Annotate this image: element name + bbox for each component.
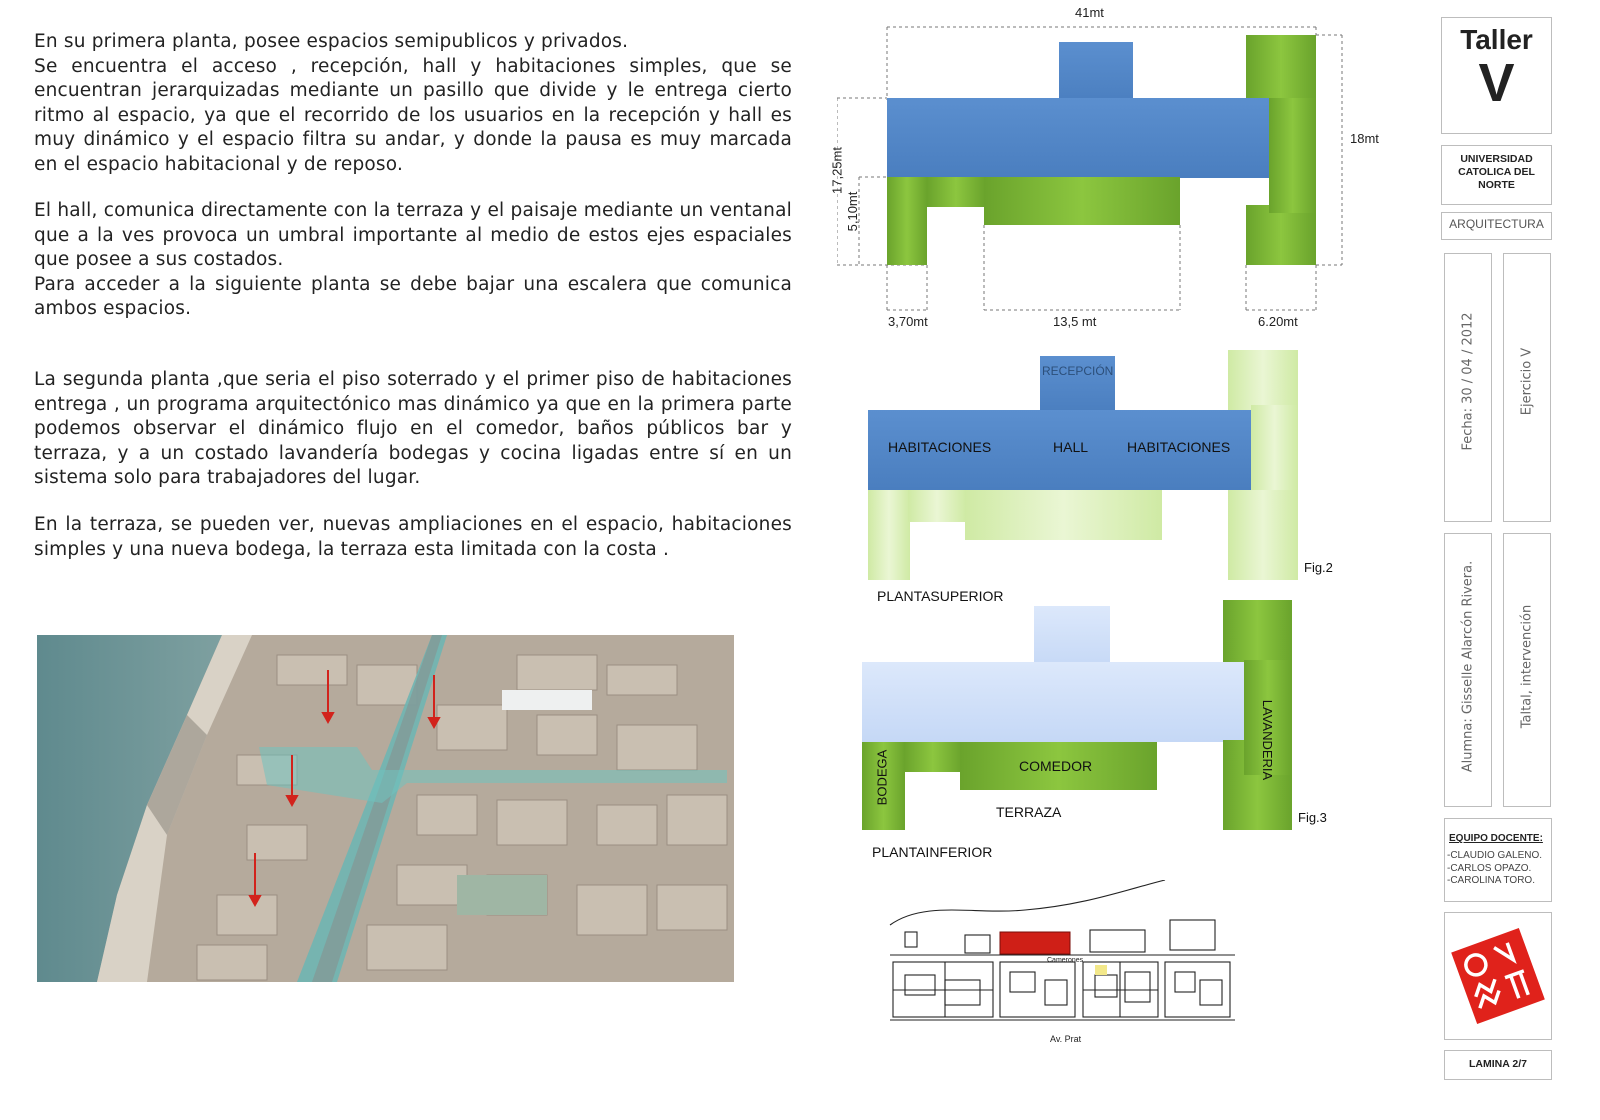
dim-bottom-1: 3,70mt: [888, 314, 928, 329]
career-box: [1441, 212, 1552, 240]
label-habitaciones-right: HABITACIONES: [1127, 439, 1231, 455]
tema-box: [1503, 533, 1551, 807]
university-logo-icon: [1445, 913, 1551, 1039]
fecha-text: Fecha: 30 / 04 / 2012: [1460, 312, 1476, 451]
paragraph-primera-planta: En su primera planta, posee espacios semipublicos y privados. Se encuentra el acceso , recepción, hall y habitaciones simples, que se encuentran jerarquizadas mediante un pasillo que divide y le entrega cierto ritmo al espacio, ya que el recorrido de los usuarios en la recepción y hall es muy dinámico y el espacio filtra su andar, y donde la pausa es muy marcada en el espacio habitacional y de reposo.: [34, 31, 792, 175]
dim-bottom-2: 13,5 mt: [1053, 314, 1097, 329]
docente-item: -CARLOS OPAZO.: [1447, 862, 1532, 874]
career-name: ARQUITECTURA: [1449, 217, 1544, 231]
dim-top: 41mt: [1075, 5, 1104, 20]
dim-right: 18mt: [1350, 131, 1379, 146]
label-comedor: COMEDOR: [1019, 758, 1093, 774]
university-box: [1441, 145, 1552, 205]
title-box: [1441, 17, 1552, 134]
fig2-caption: Fig.2: [1304, 560, 1333, 575]
ejercicio-text: Ejercicio V: [1519, 347, 1535, 416]
site-map: [885, 880, 1240, 1050]
label-habitaciones-left: HABITACIONES: [888, 439, 992, 455]
fig3-caption: Fig.3: [1298, 810, 1327, 825]
label-hall: HALL: [1053, 439, 1089, 455]
dim-bottom-3: 6.20mt: [1258, 314, 1298, 329]
map-building-label: Camerones: [1047, 957, 1084, 964]
docente-item: -CLAUDIO GALENO.: [1447, 850, 1543, 861]
docente-item: -CAROLINA TORO.: [1447, 875, 1535, 886]
fig3-title: PLANTAINFERIOR: [872, 844, 993, 860]
label-terraza: TERRAZA: [996, 804, 1062, 820]
label-bodega: BODEGA: [874, 749, 890, 806]
paragraph-terraza: En la terraza, se pueden ver, nuevas ampliaciones en el espacio, habitaciones simples y una nueva bodega, la terraza esta limitada con la costa .: [34, 514, 792, 560]
lamina-number: LAMINA 2/7: [1469, 1058, 1527, 1070]
lamina-box: [1444, 1050, 1552, 1080]
fig3-plan: [862, 600, 1352, 865]
equipo-box: [1444, 818, 1552, 902]
label-lavanderia: LAVANDERIA: [1260, 699, 1275, 781]
logo-box: [1444, 912, 1552, 1040]
alumna-text: Alumna: Gisselle Alarcón Rivera.: [1460, 560, 1476, 773]
dimension-diagram: [829, 5, 1397, 335]
equipo-title: EQUIPO DOCENTE:: [1449, 833, 1543, 844]
aerial-photo: [37, 635, 734, 982]
fig2-title: PLANTASUPERIOR: [877, 588, 1004, 604]
title-roman: V: [1478, 53, 1515, 113]
university-name: UNIVERSIDAD CATOLICA DEL NORTE: [1458, 153, 1535, 191]
dim-left-outer: 17,25mt: [829, 147, 845, 194]
dim-left-inner: 5,10mt: [845, 191, 860, 232]
paragraph-hall: El hall, comunica directamente con la terraza y el paisaje mediante un ventanal que a la ves provoca un umbral importante al medio de estos ejes espaciales que posee a sus costados. Para acceder a la siguiente planta se debe bajar una escalera que comunica ambos espacios.: [34, 200, 792, 320]
title-taller: Taller: [1460, 24, 1533, 55]
alumna-box: [1444, 533, 1492, 807]
label-recepcion: RECEPCIÓN: [1042, 364, 1114, 378]
ejercicio-box: [1503, 253, 1551, 522]
paragraph-segunda-planta: La segunda planta ,que seria el piso soterrado y el primer piso de habitaciones entrega , un programa arquitectónico mas dinámico ya que en la primera parte podemos observar el dinámico flujo en el comedor, baños públicos bar y terraza, y a un costado lavandería bodegas y cocina ligadas entre sí en un sistema solo para trabajadores del lugar.: [34, 369, 792, 489]
fecha-box: [1444, 253, 1492, 522]
fig2-plan: [868, 350, 1348, 612]
tema-text: Taltal, intervención: [1519, 604, 1535, 729]
map-street-label: Av. Prat: [1050, 1034, 1082, 1044]
